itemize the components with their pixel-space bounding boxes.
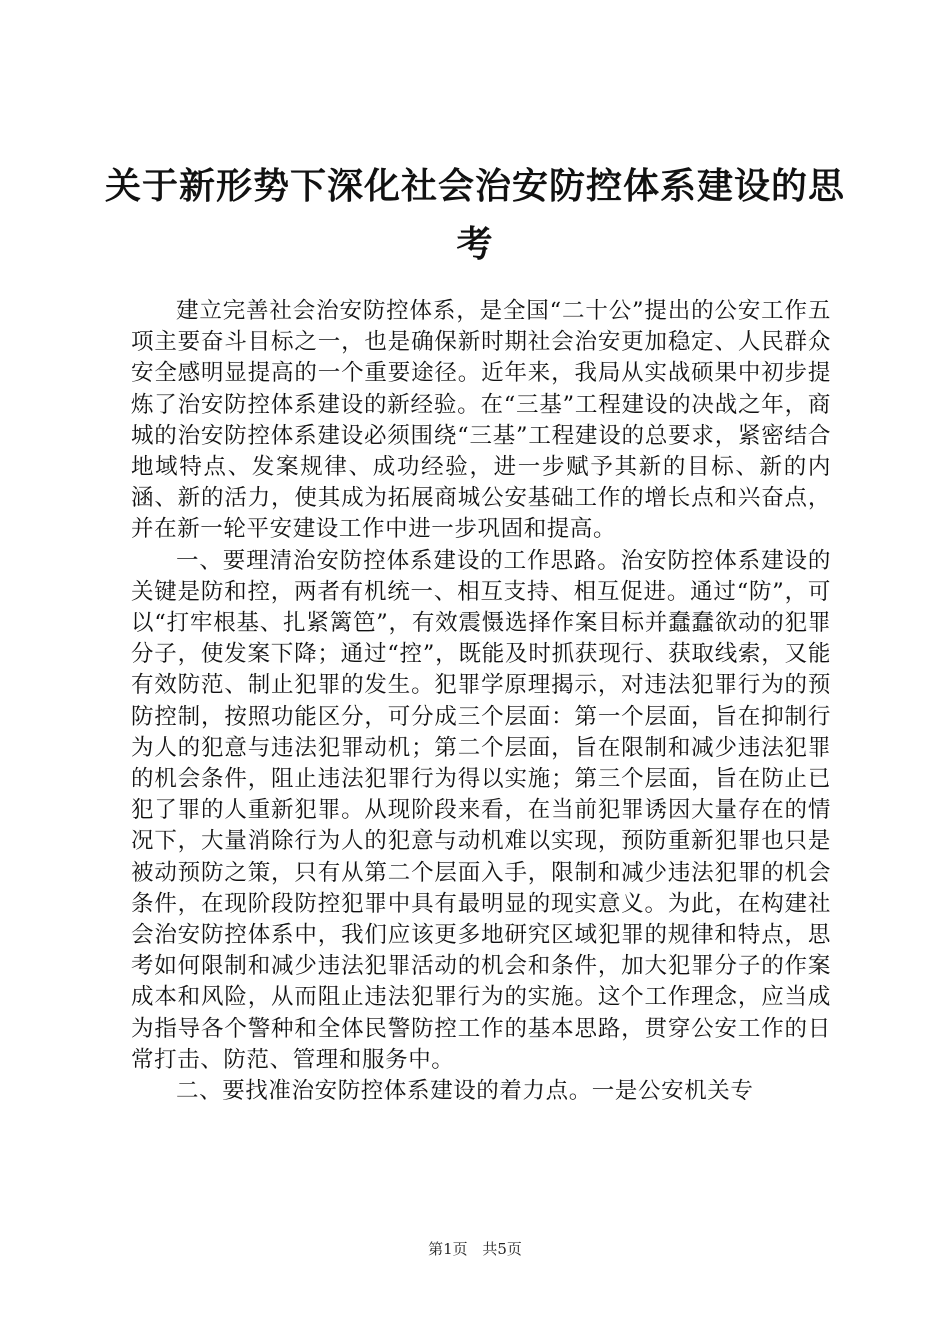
page-total: 共5页 <box>482 1240 522 1258</box>
paragraph-intro: 建立完善社会治安防控体系，是全国“二十公”提出的公安工作五项主要奋斗目标之一，也是确保新时期社会治安更加稳定、人民群众安全感明显提高的一个重要途径。近年来，我局从实战硕果中初步提炼了治安防控体系建设的新经验。在“三基”工程建设的决战之年，商城的治安防控体系建设必须围绕“三基”工程建设的总要求，紧密结合地域特点、发案规律、成功经验，进一步赋予其新的目标、新的内涵、新的活力，使其成为拓展商城公安基础工作的增长点和兴奋点，并在新一轮平安建设工作中进一步巩固和提高。 <box>131 298 831 543</box>
page-footer <box>0 1238 950 1259</box>
document-title: 关于新形势下深化社会治安防控体系建设的思考 <box>104 166 845 265</box>
document-body <box>131 296 831 1107</box>
page-number: 第1页 <box>428 1240 468 1258</box>
paragraph-section-one: 一、要理清治安防控体系建设的工作思路。治安防控体系建设的关键是防和控，两者有机统一、相互支持、相互促进。通过“防”，可以“打牢根基、扎紧篱笆”，有效震慑选择作案目标并蠢蠢欲动的犯罪分子，使发案下降；通过“控”，既能及时抓获现行、获取线索，又能有效防范、制止犯罪的发生。犯罪学原理揭示，对违法犯罪行为的预防控制，按照功能区分，可分成三个层面：第一个层面，旨在抑制行为人的犯意与违法犯罪动机；第二个层面，旨在限制和减少违法犯罪的机会条件，阻止违法犯罪行为得以实施；第三个层面，旨在防止已犯了罪的人重新犯罪。从现阶段来看，在当前犯罪诱因大量存在的情况下，大量消除行为人的犯意与动机难以实现，预防重新犯罪也只是被动预防之策，只有从第二个层面入手，限制和减少违法犯罪的机会条件，在现阶段防控犯罪中具有最明显的现实意义。为此，在构建社会治安防控体系中，我们应该更多地研究区域犯罪的规律和特点，思考如何限制和减少违法犯罪活动的机会和条件，加大犯罪分子的作案成本和风险，从而阻止违法犯罪行为的实施。这个工作理念，应当成为指导各个警种和全体民警防控工作的基本思路，贯穿公安工作的日常打击、防范、管理和服务中。 <box>131 547 831 1073</box>
paragraph-section-two: 二、要找准治安防控体系建设的着力点。一是公安机关专 <box>176 1078 754 1105</box>
